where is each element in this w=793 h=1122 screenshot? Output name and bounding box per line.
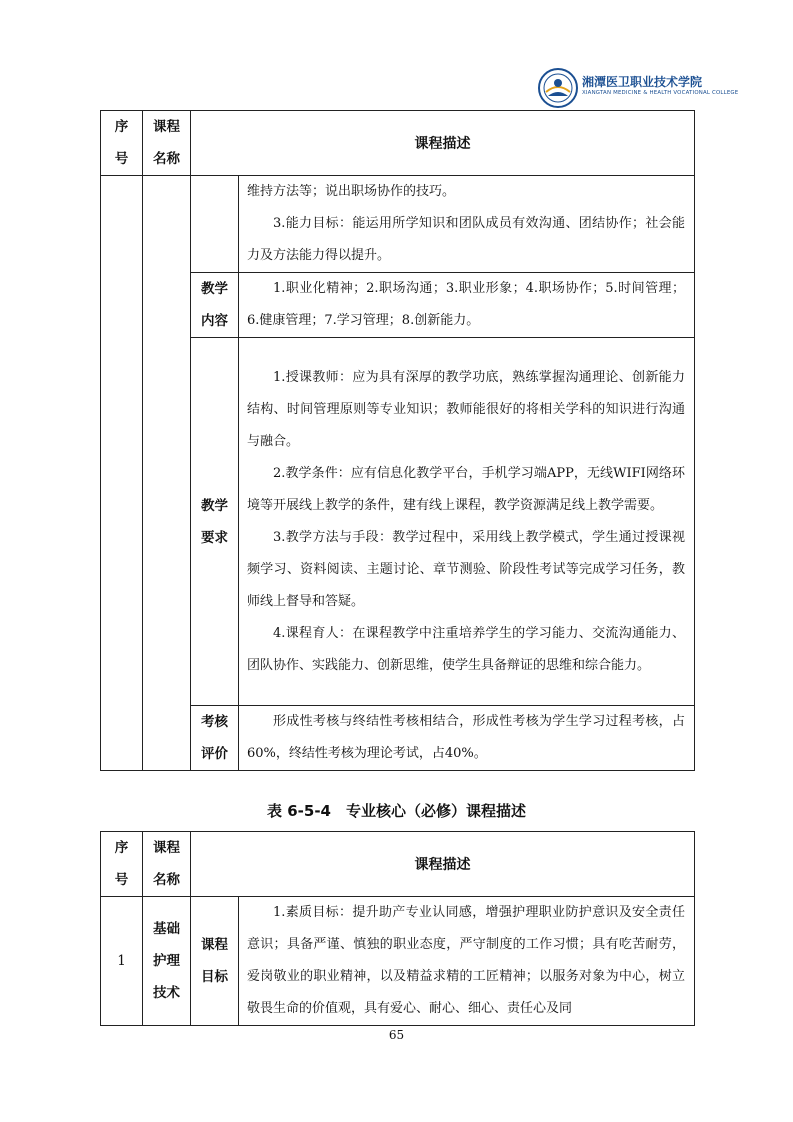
row-label-content: 教学 内容 [191,273,239,338]
college-emblem-icon [538,68,578,108]
seq-header: 序 号 [101,832,143,897]
table-row [101,897,695,1026]
description-cell: 形成性考核与终结性考核相结合，形成性考核为学生学习过程考核，占60%，终结性考核为理论考试，占40%。 [239,706,695,771]
table-caption: 表 6-5-4 专业核心（必修）课程描述 [267,802,526,820]
table-header-row [101,111,695,176]
college-name: 湘潭医卫职业技术学院 [582,75,703,89]
college-english-name: XIANGTAN MEDICINE & HEALTH VOCATIONAL COLLEGE [582,90,739,96]
description-header: 课程描述 [191,832,695,897]
seq-cell [101,176,143,771]
page-number: 65 [388,1028,405,1042]
description-cell: 1.授课教师：应为具有深厚的教学功底，熟练掌握沟通理论、创新能力结构、时间管理原则等专业知识；教师能很好的将相关学科的知识进行沟通与融合。 2.教学条件：应有信息化教学平台，手机学习端APP，无线WIFI网络环境等开展线上教学的条件，建有线上课程，教学资源满足线上教学需要。 3.教学方法与手段：教学过程中，采用线上教学模式，学生通过授课视频学习、资料阅读、主题讨论、章节测验、阶段性考试等完成学习任务，教师线上督导和答疑。 4.课程育人：在课程教学中注重培养学生的学习能力、交流沟通能力、团队协作、实践能力、创新思维，使学生具备辩证的思维和综合能力。 [239,338,695,706]
description-cell: 维持方法等；说出职场协作的技巧。 3.能力目标：能运用所学知识和团队成员有效沟通、团结协作；社会能力及方法能力得以提升。 [239,176,695,273]
table-row [101,273,695,338]
table-row [101,176,695,273]
row-label-assessment: 考核 评价 [191,706,239,771]
core-course-table [100,831,695,1026]
row-label-objectives: 课程 目标 [191,897,239,1026]
description-cell: 1.素质目标：提升助产专业认同感，增强护理职业防护意识及安全责任意识；具备严谨、慎独的职业态度，严守制度的工作习惯；具有吃苦耐劳，爱岗敬业的职业精神，以及精益求精的工匠精神；以服务对象为中心，树立敬畏生命的价值观，具有爱心、耐心、细心、责任心及同 [239,897,695,1026]
table-header-row [101,832,695,897]
college-logo [538,66,739,110]
table-row [101,706,695,771]
seq-header: 序 号 [101,111,143,176]
row-label-requirements: 教学 要求 [191,338,239,706]
table-row [101,338,695,706]
course-name-cell: 基础 护理 技术 [143,897,191,1026]
seq-cell: 1 [101,897,143,1026]
description-header: 课程描述 [191,111,695,176]
course-name-header: 课程 名称 [143,832,191,897]
course-name-header: 课程 名称 [143,111,191,176]
course-name-cell [143,176,191,771]
description-cell: 1.职业化精神；2.职场沟通；3.职业形象；4.职场协作；5.时间管理；6.健康管理；7.学习管理；8.创新能力。 [239,273,695,338]
course-table-continued [100,110,695,771]
label-cell [191,176,239,273]
